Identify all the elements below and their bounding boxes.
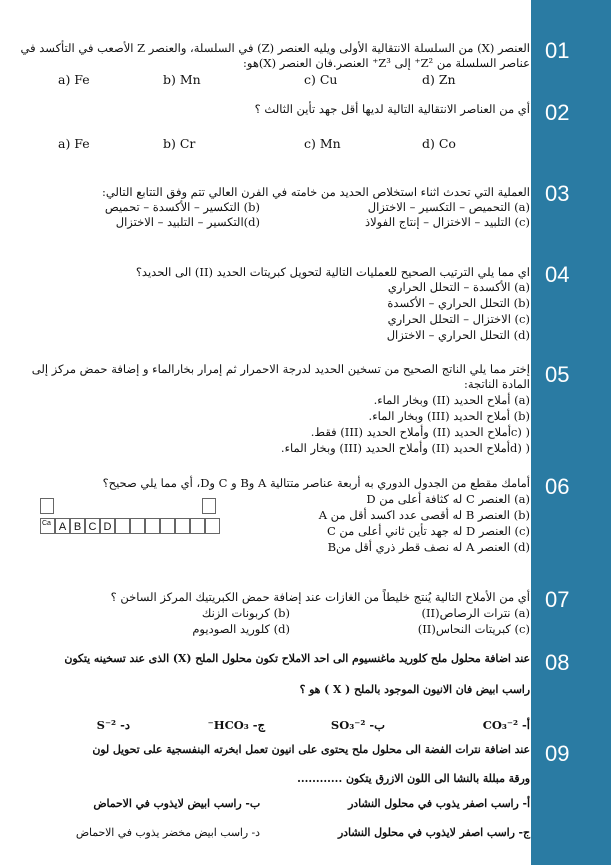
q7-option-a[interactable]: (a) نترات الرصاص(II) <box>421 606 530 620</box>
q3-option-a[interactable]: (a) التحميص – التكسير – الاختزال <box>367 200 530 214</box>
table-top-cell <box>202 498 216 514</box>
q5-option-d[interactable]: ( (dأملاح الحديد (II) وأملاح الحديد (III) وبخار الماء. <box>280 441 530 455</box>
q7-option-b[interactable]: (b) كربونات الزنك <box>201 606 290 620</box>
table-cell-d: D <box>100 518 115 534</box>
q6-option-a[interactable]: (a) العنصر C له كثافة أعلى من D <box>366 492 530 506</box>
q3-option-c[interactable]: (c) التلبيد – الاختزال – إنتاج الفولاذ <box>365 215 530 229</box>
table-cell-empty <box>130 518 145 534</box>
q5-text-line2: المادة الناتجة: <box>464 377 530 391</box>
q5-option-a[interactable]: (a) أملاح الحديد (II) وبخار الماء. <box>373 393 530 407</box>
question-number-06: 06 <box>545 474 570 499</box>
table-cell-empty <box>175 518 190 534</box>
q1-options <box>38 72 518 86</box>
table-cell-empty <box>145 518 160 534</box>
q6-text-line1: أمامك مقطع من الجدول الدوري به أربعة عناصر متتالية A وB و C وD، أي مما يلي صحيح؟ <box>102 476 530 490</box>
question-number-03: 03 <box>545 181 570 206</box>
table-cell-c: C <box>85 518 100 534</box>
question-number-05: 05 <box>545 362 570 387</box>
q7-option-c[interactable]: (c) كبريتات النحاس(II) <box>417 622 530 636</box>
table-cell-b: B <box>70 518 85 534</box>
q4-text-line1: اي مما يلي الترتيب الصحيح للعمليات التالية لتحويل كبريتات الحديد (II) الى الحديد؟ <box>135 265 530 279</box>
q9-option-b[interactable]: ب- راسب ابيض لايذوب في الاحماض <box>93 797 260 810</box>
table-cell-a: A <box>55 518 70 534</box>
q9-option-d[interactable]: د- راسب ابيض مخضر يذوب في الاحماض <box>75 826 260 839</box>
q2-option-c[interactable]: c) Mn <box>304 136 341 151</box>
q5-option-c[interactable]: ( (cأملاح الحديد (II) وأملاح الحديد (III) فقط. <box>310 425 530 439</box>
q8-option-c[interactable]: ج- HCO₃⁻ <box>207 718 265 732</box>
q9-text-line2: ورقة مبللة بالنشا الى اللون الازرق يتكون ............ <box>297 772 530 785</box>
q6-option-b[interactable]: (b) العنصر B له أقصى عدد اكسد أقل من A <box>318 508 530 522</box>
question-number-09: 09 <box>545 741 570 766</box>
q7-option-d[interactable]: (d) كلوريد الصوديوم <box>192 622 290 636</box>
q6-option-d[interactable]: (d) العنصر A له نصف قطر ذري أقل منB <box>327 540 530 554</box>
q6-option-c[interactable]: (c) العنصر D له جهد تأين ثاني أعلى من C <box>326 524 530 538</box>
q2-option-d[interactable]: d) Co <box>422 136 456 151</box>
q8-option-b[interactable]: ب- SO₃⁻² <box>330 718 385 732</box>
q9-option-a[interactable]: أ- راسب اصفر يذوب في محلول النشادر <box>348 797 530 810</box>
question-number-04: 04 <box>545 262 570 287</box>
table-cell-ca: Ca <box>40 518 55 534</box>
q4-option-b[interactable]: (b) التحلل الحراري – الأكسدة <box>387 296 530 310</box>
q8-text-line1: عند اضافة محلول ملح كلوريد ماغنسيوم الى احد الاملاح تكون محلول الملح (X) الذى عند تسخينه يتكون <box>64 652 530 665</box>
question-number-02: 02 <box>545 100 570 125</box>
q9-text-line1: عند اضافة نترات الفضة الى محلول ملح يحتوى على انيون تعمل ابخرته البنفسجية على تحويل لون <box>92 743 530 756</box>
q3-option-d[interactable]: (d)التكسير – التلبيد – الاختزال <box>115 215 260 229</box>
q3-option-b[interactable]: (b) التكسير – الأكسدة – تحميص <box>104 200 260 214</box>
question-number-07: 07 <box>545 587 570 612</box>
q1-text-line2: عناصر السلسلة من Z²⁺ إلى Z³⁺ العنصر.فان العنصر (X)هو: <box>243 56 530 70</box>
q5-text-line1: إختر مما يلي الناتج الصحيح من تسخين الحديد لدرجة الاحمرار ثم إمرار بخارالماء و إضافة حمض مركز إلى <box>31 362 530 376</box>
question-number-08: 08 <box>545 650 570 675</box>
q1-option-d[interactable]: d) Zn <box>422 72 456 87</box>
table-cell-empty <box>205 518 220 534</box>
q1-option-b[interactable]: b) Mn <box>163 72 201 87</box>
q5-option-b[interactable]: (b) أملاح الحديد (III) وبخار الماء. <box>368 409 530 423</box>
q4-option-d[interactable]: (d) التحلل الحراري – الاختزال <box>386 328 530 342</box>
q9-option-c[interactable]: ج- راسب اصفر لايذوب في محلول النشادر <box>337 826 530 839</box>
q1-option-c[interactable]: c) Cu <box>304 72 338 87</box>
q2-option-b[interactable]: b) Cr <box>163 136 196 151</box>
q2-text-line1: أي من العناصر الانتقالية التالية لديها أقل جهد تأين الثالث ؟ <box>254 102 530 116</box>
q7-text-line1: أي من الأملاح التالية يُنتج خليطاً من الغازات عند إضافة حمض الكبريتيك المركز الساخن ؟ <box>110 590 530 604</box>
q1-text-line1: العنصر (X) من السلسلة الانتقالية الأولى ويليه العنصر (Z) في السلسلة، والعنصر Z الأصعب في التأكسد في <box>20 41 530 55</box>
table-cell-empty <box>190 518 205 534</box>
q1-option-a[interactable]: a) Fe <box>58 72 90 87</box>
q4-option-c[interactable]: (c) الاختزال – التحلل الحراري <box>387 312 530 326</box>
question-number-01: 01 <box>545 38 570 63</box>
q3-text-line1: العملية التي تحدث اثناء استخلاص الحديد من خامته في الفرن العالي تتم وفق التتابع التالي: <box>101 185 530 199</box>
q8-text-line2: راسب ابيض فان الانيون الموجود بالملح ( X ) هو ؟ <box>299 683 530 696</box>
table-cell-empty <box>160 518 175 534</box>
q2-options <box>38 136 518 150</box>
q2-option-a[interactable]: a) Fe <box>58 136 90 151</box>
q8-option-a[interactable]: أ- CO₃⁻² <box>482 718 530 732</box>
table-cell-empty <box>115 518 130 534</box>
table-top-cell <box>40 498 54 514</box>
q4-option-a[interactable]: (a) الأكسدة – التحلل الحراري <box>387 280 530 294</box>
q8-option-d[interactable]: د- S⁻² <box>96 718 130 732</box>
question-number-sidebar <box>531 0 611 865</box>
